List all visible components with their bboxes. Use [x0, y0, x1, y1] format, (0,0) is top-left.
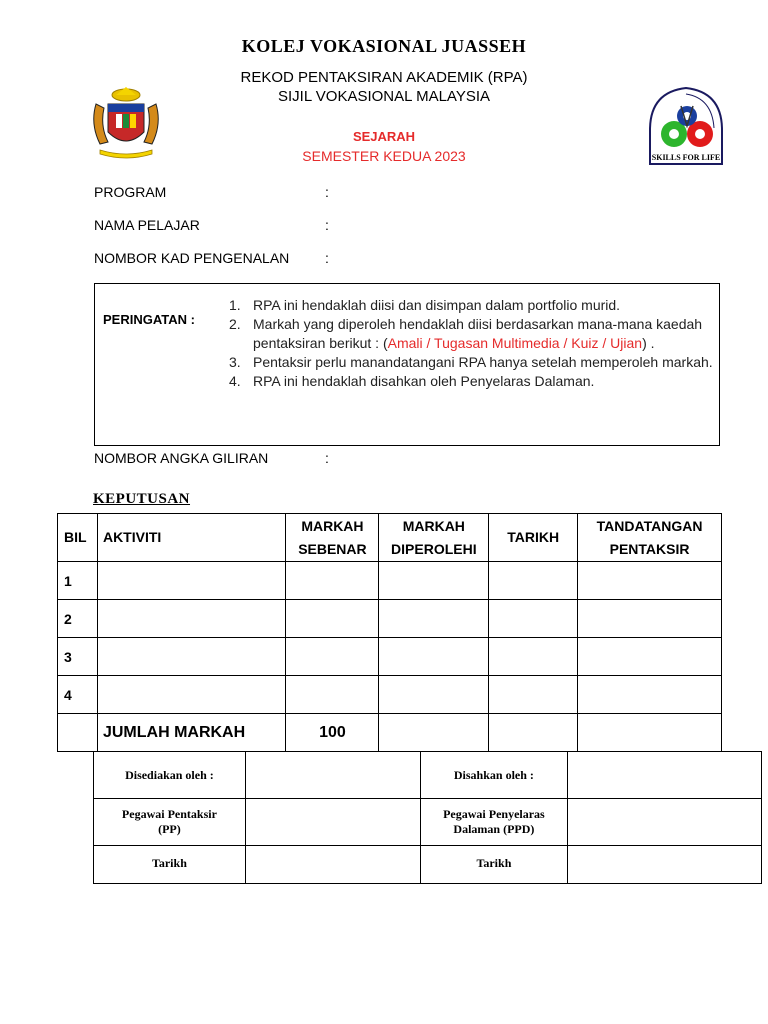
tandatangan-cell[interactable]: [578, 562, 722, 600]
page-title: KOLEJ VOKASIONAL JUASSEH: [241, 36, 527, 56]
document-subtitle: REKOD PENTAKSIRAN AKADEMIK (RPA): [240, 69, 528, 86]
field-angka-giliran: [94, 450, 329, 466]
row-number: 3: [58, 638, 98, 676]
tandatangan-cell[interactable]: [578, 638, 722, 676]
pp-label: Pegawai Pentaksir (PP): [94, 799, 246, 846]
notice-item: [229, 372, 723, 391]
notice-item: [229, 296, 723, 315]
ppd-label: Pegawai Penyelaras Dalaman (PPD): [420, 799, 568, 846]
tarikh-cell[interactable]: [489, 600, 578, 638]
notice-item-number: 4.: [229, 373, 241, 389]
ppd-name-cell[interactable]: [568, 799, 762, 846]
header-bil: BIL: [58, 514, 98, 562]
tarikh-right-label: Tarikh: [420, 846, 568, 884]
field-label: PROGRAM: [94, 184, 167, 200]
notice-label: PERINGATAN :: [103, 312, 195, 327]
tarikh-right-cell[interactable]: [568, 846, 762, 884]
disediakan-signature-cell[interactable]: [245, 752, 420, 799]
total-label: JUMLAH MARKAH: [97, 714, 286, 752]
coat-of-arms-logo: [86, 84, 166, 164]
markah-sebenar-cell[interactable]: [286, 676, 379, 714]
field-nombor-kad-pengenalan: [94, 250, 329, 266]
disahkan-label: Disahkan oleh :: [420, 752, 568, 799]
notice-item: [229, 315, 723, 353]
table-row: [58, 562, 722, 600]
field-nama-pelajar: [94, 217, 329, 233]
aktiviti-cell[interactable]: [97, 676, 286, 714]
signature-row: [94, 752, 762, 799]
field-label: NAMA PELAJAR: [94, 217, 200, 233]
disediakan-label: Disediakan oleh :: [94, 752, 246, 799]
notice-list: [229, 296, 723, 391]
tarikh-left-label: Tarikh: [94, 846, 246, 884]
tarikh-left-cell[interactable]: [245, 846, 420, 884]
aktiviti-cell[interactable]: [97, 600, 286, 638]
notice-item-text: Pentaksir perlu manandatangani RPA hanya setelah memperoleh markah.: [253, 354, 713, 370]
pp-name-cell[interactable]: [245, 799, 420, 846]
aktiviti-cell[interactable]: [97, 562, 286, 600]
header-tandatangan: TANDATANGAN PENTAKSIR: [578, 514, 722, 562]
notice-item-number: 1.: [229, 297, 241, 313]
total-tarikh-cell: [489, 714, 578, 752]
aktiviti-cell[interactable]: [97, 638, 286, 676]
total-bil-cell: [58, 714, 98, 752]
signature-table: [93, 751, 762, 884]
markah-diperolehi-cell[interactable]: [379, 638, 489, 676]
row-number: 2: [58, 600, 98, 638]
signature-row: [94, 846, 762, 884]
header-tarikh: TARIKH: [489, 514, 578, 562]
table-header-row: [58, 514, 722, 562]
row-number: 4: [58, 676, 98, 714]
markah-diperolehi-cell[interactable]: [379, 562, 489, 600]
disahkan-signature-cell[interactable]: [568, 752, 762, 799]
field-colon: :: [325, 184, 329, 200]
signature-row: [94, 799, 762, 846]
notice-item-number: 3.: [229, 354, 241, 370]
notice-item-text: Markah yang diperoleh hendaklah diisi berdasarkan mana-mana kaedah pentaksiran berikut : (: [253, 316, 703, 351]
semester-label: SEMESTER KEDUA 2023: [302, 148, 466, 164]
table-row: [58, 676, 722, 714]
notice-item-number: 2.: [229, 316, 241, 332]
tandatangan-cell[interactable]: [578, 676, 722, 714]
tandatangan-cell[interactable]: [578, 600, 722, 638]
header-markah-sebenar: MARKAH SEBENAR: [286, 514, 379, 562]
total-tandatangan-cell: [578, 714, 722, 752]
markah-sebenar-cell[interactable]: [286, 600, 379, 638]
notice-item: [229, 353, 723, 372]
notice-item-methods: Amali / Tugasan Multimedia / Kuiz / Ujian: [387, 335, 643, 351]
logo-tagline: SKILLS FOR LIFE: [651, 153, 721, 162]
markah-sebenar-cell[interactable]: [286, 562, 379, 600]
total-row: [58, 714, 722, 752]
tarikh-cell[interactable]: [489, 638, 578, 676]
vocational-college-logo: [648, 86, 724, 170]
notice-item-text-end: ) .: [642, 335, 655, 351]
table-row: [58, 600, 722, 638]
notice-item-text: RPA ini hendaklah diisi dan disimpan dalam portfolio murid.: [253, 297, 621, 313]
markah-diperolehi-cell[interactable]: [379, 676, 489, 714]
field-colon: :: [325, 250, 329, 266]
tarikh-cell[interactable]: [489, 562, 578, 600]
header-markah-diperolehi: MARKAH DIPEROLEHI: [379, 514, 489, 562]
field-colon: :: [325, 217, 329, 233]
document-subtitle-2: SIJIL VOKASIONAL MALAYSIA: [277, 88, 491, 105]
field-label: NOMBOR KAD PENGENALAN: [94, 250, 290, 266]
subject-label: SEJARAH: [352, 129, 416, 144]
total-diperolehi-cell[interactable]: [379, 714, 489, 752]
markah-sebenar-cell[interactable]: [286, 638, 379, 676]
markah-diperolehi-cell[interactable]: [379, 600, 489, 638]
tarikh-cell[interactable]: [489, 676, 578, 714]
notice-box: [94, 283, 720, 446]
field-program: [94, 184, 329, 200]
results-heading: KEPUTUSAN: [93, 491, 191, 507]
table-row: [58, 638, 722, 676]
results-table: [57, 513, 722, 752]
field-label: NOMBOR ANGKA GILIRAN: [94, 450, 269, 466]
notice-item-text: RPA ini hendaklah disahkan oleh Penyelaras Dalaman.: [253, 373, 595, 389]
header-aktiviti: AKTIVITI: [97, 514, 286, 562]
row-number: 1: [58, 562, 98, 600]
field-colon: :: [325, 450, 329, 466]
total-value: 100: [286, 714, 379, 752]
